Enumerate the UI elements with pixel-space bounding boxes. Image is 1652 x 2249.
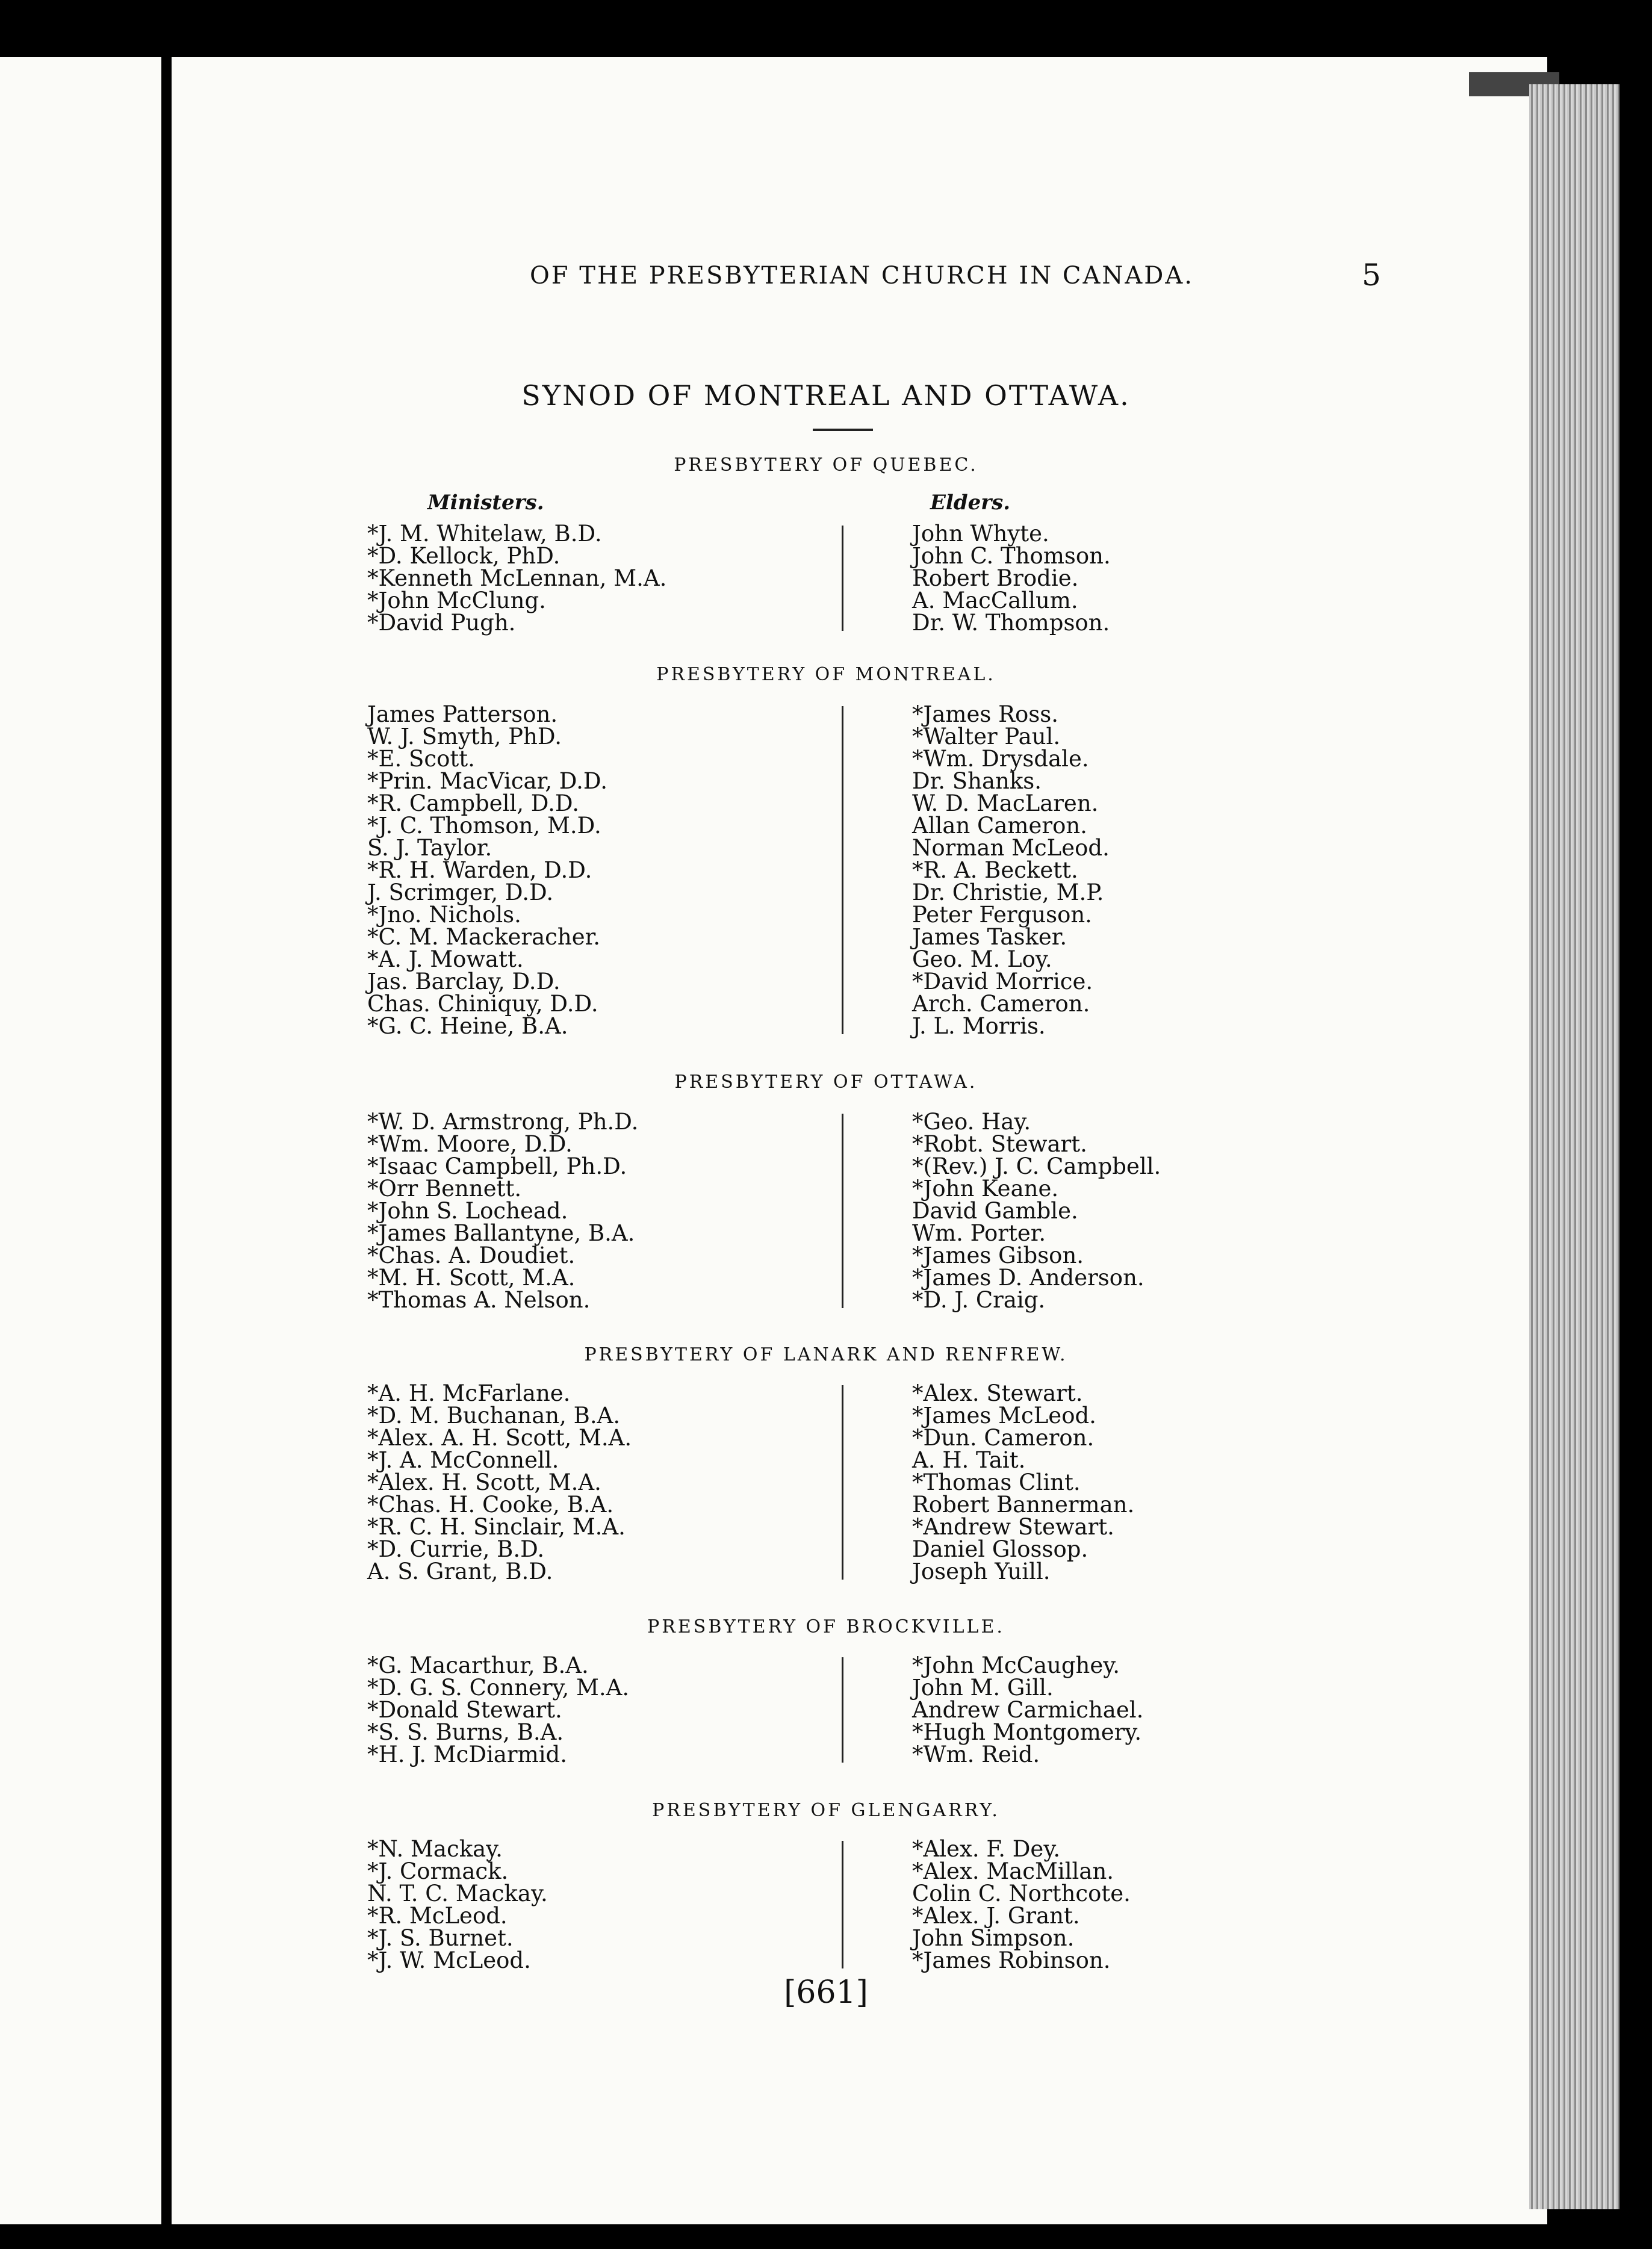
elder-entry: John C. Thomson. [912, 543, 1111, 569]
minister-entry: *G. Macarthur, B.A. [367, 1652, 589, 1678]
minister-entry: *James Ballantyne, B.A. [367, 1220, 635, 1246]
elder-entry: *D. J. Craig. [912, 1287, 1046, 1313]
elder-entry: Geo. M. Loy. [912, 946, 1052, 972]
minister-entry: *N. Mackay. [367, 1836, 503, 1862]
elder-entry: Robert Brodie. [912, 565, 1079, 591]
column-divider [842, 1114, 843, 1308]
minister-entry: *D. Currie, B.D. [367, 1536, 545, 1562]
elders-list-quebec [912, 523, 1111, 634]
elder-entry: *Alex. Stewart. [912, 1380, 1083, 1406]
minister-entry: S. J. Taylor. [367, 835, 492, 861]
elder-entry: *(Rev.) J. C. Campbell. [912, 1153, 1161, 1179]
synod-title: SYNOD OF MONTREAL AND OTTAWA. [521, 379, 1131, 412]
minister-entry: *D. M. Buchanan, B.A. [367, 1403, 621, 1429]
minister-entry: James Patterson. [367, 701, 558, 727]
elder-entry: *Walter Paul. [912, 724, 1061, 749]
elders-list-montreal [912, 703, 1110, 1037]
presbytery-title-montreal: PRESBYTERY OF MONTREAL. [656, 664, 996, 685]
elders-heading: Elders. [930, 491, 1011, 515]
elder-entry: David Gamble. [912, 1198, 1078, 1224]
minister-entry: *R. H. Warden, D.D. [367, 857, 592, 883]
minister-entry: *M. H. Scott, M.A. [367, 1265, 576, 1291]
minister-entry: *Orr Bennett. [367, 1176, 522, 1202]
minister-entry: *G. C. Heine, B.A. [367, 1013, 568, 1039]
ministers-list-glengarry [367, 1838, 548, 1971]
elder-entry: *John McCaughey. [912, 1652, 1120, 1678]
elder-entry: *Alex. MacMillan. [912, 1858, 1114, 1884]
elder-entry: Andrew Carmichael. [912, 1697, 1144, 1723]
elder-entry: *Wm. Drysdale. [912, 746, 1089, 772]
elder-entry: Peter Ferguson. [912, 902, 1092, 928]
elder-entry: Allan Cameron. [912, 813, 1087, 839]
minister-entry: *R. McLeod. [367, 1903, 508, 1929]
elder-entry: John Simpson. [912, 1925, 1075, 1951]
ministers-list-lanark-and-renfrew [367, 1382, 632, 1583]
elder-entry: W. D. MacLaren. [912, 790, 1099, 816]
minister-entry: *Jno. Nichols. [367, 902, 521, 928]
elder-entry: *R. A. Beckett. [912, 857, 1078, 883]
minister-entry: *Alex. H. Scott, M.A. [367, 1469, 601, 1495]
elder-entry: *Andrew Stewart. [912, 1514, 1114, 1540]
minister-entry: *R. C. H. Sinclair, M.A. [367, 1514, 626, 1540]
minister-entry: W. J. Smyth, PhD. [367, 724, 562, 749]
column-divider [842, 1841, 843, 1968]
elder-entry: *Wm. Reid. [912, 1742, 1040, 1767]
elder-entry: James Tasker. [912, 924, 1067, 950]
elder-entry: A. H. Tait. [912, 1447, 1026, 1473]
minister-entry: Jas. Barclay, D.D. [367, 969, 560, 994]
elder-entry: *Thomas Clint. [912, 1469, 1081, 1495]
elders-list-glengarry [912, 1838, 1131, 1971]
elder-entry: *David Morrice. [912, 969, 1093, 994]
elder-entry: Robert Bannerman. [912, 1492, 1135, 1518]
elder-entry: *James Ross. [912, 701, 1058, 727]
minister-entry: *D. Kellock, PhD. [367, 543, 560, 569]
presbytery-title-lanark-and-renfrew: PRESBYTERY OF LANARK AND RENFREW. [584, 1344, 1068, 1365]
ministers-list-montreal [367, 703, 607, 1037]
elder-entry: Norman McLeod. [912, 835, 1110, 861]
minister-entry: *H. J. McDiarmid. [367, 1742, 567, 1767]
minister-entry: *Kenneth McLennan, M.A. [367, 565, 667, 591]
minister-entry: *R. Campbell, D.D. [367, 790, 580, 816]
elder-entry: Dr. Christie, M.P. [912, 879, 1104, 905]
elder-entry: A. MacCallum. [912, 588, 1078, 613]
title-rule [813, 429, 873, 431]
minister-entry: *J. Cormack. [367, 1858, 509, 1884]
elder-entry: Dr. W. Thompson. [912, 610, 1110, 636]
presbytery-title-glengarry: PRESBYTERY OF GLENGARRY. [652, 1800, 1000, 1821]
elders-list-ottawa [912, 1111, 1161, 1311]
elder-entry: *James Robinson. [912, 1947, 1111, 1973]
minister-entry: *W. D. Armstrong, Ph.D. [367, 1109, 639, 1135]
presbytery-title-ottawa: PRESBYTERY OF OTTAWA. [674, 1072, 978, 1093]
elder-entry: Colin C. Northcote. [912, 1881, 1131, 1906]
minister-entry: *Alex. A. H. Scott, M.A. [367, 1425, 632, 1451]
minister-entry: *Wm. Moore, D.D. [367, 1131, 573, 1157]
elders-list-brockville [912, 1654, 1143, 1766]
minister-entry: *J. M. Whitelaw, B.D. [367, 521, 602, 547]
minister-entry: *Chas. H. Cooke, B.A. [367, 1492, 614, 1518]
minister-entry: *A. H. McFarlane. [367, 1380, 571, 1406]
minister-entry: *David Pugh. [367, 610, 516, 636]
elder-entry: *Dun. Cameron. [912, 1425, 1095, 1451]
minister-entry: *J. W. McLeod. [367, 1947, 531, 1973]
minister-entry: *J. C. Thomson, M.D. [367, 813, 601, 839]
minister-entry: *John McClung. [367, 588, 546, 613]
minister-entry: *Donald Stewart. [367, 1697, 562, 1723]
presbytery-title-brockville: PRESBYTERY OF BROCKVILLE. [647, 1616, 1005, 1637]
elder-entry: John Whyte. [912, 521, 1049, 547]
minister-entry: *Thomas A. Nelson. [367, 1287, 591, 1313]
ministers-list-quebec [367, 523, 666, 634]
running-header: OF THE PRESBYTERIAN CHURCH IN CANADA. [530, 262, 1194, 290]
elders-list-lanark-and-renfrew [912, 1382, 1134, 1583]
elder-entry: *James Gibson. [912, 1242, 1084, 1268]
column-divider [842, 526, 843, 631]
minister-entry: *John S. Lochead. [367, 1198, 568, 1224]
minister-entry: *Prin. MacVicar, D.D. [367, 768, 607, 794]
minister-entry: *A. J. Mowatt. [367, 946, 524, 972]
ministers-list-brockville [367, 1654, 629, 1766]
minister-entry: *D. G. S. Connery, M.A. [367, 1675, 630, 1701]
minister-entry: A. S. Grant, B.D. [367, 1559, 553, 1584]
presbytery-title-quebec: PRESBYTERY OF QUEBEC. [674, 454, 978, 476]
elder-entry: *James McLeod. [912, 1403, 1096, 1429]
elder-entry: Joseph Yuill. [912, 1559, 1051, 1584]
elder-entry: Dr. Shanks. [912, 768, 1042, 794]
elder-entry: *Alex. F. Dey. [912, 1836, 1061, 1862]
minister-entry: *Isaac Campbell, Ph.D. [367, 1153, 627, 1179]
elder-entry: *Hugh Montgomery. [912, 1719, 1142, 1745]
elder-entry: Daniel Glossop. [912, 1536, 1088, 1562]
elder-entry: John M. Gill. [912, 1675, 1054, 1701]
ministers-heading: Ministers. [427, 491, 544, 515]
elder-entry: J. L. Morris. [912, 1013, 1046, 1039]
elder-entry: *John Keane. [912, 1176, 1059, 1202]
elder-entry: Wm. Porter. [912, 1220, 1046, 1246]
ministers-list-ottawa [367, 1111, 638, 1311]
elder-entry: *James D. Anderson. [912, 1265, 1144, 1291]
minister-entry: *J. A. McConnell. [367, 1447, 559, 1473]
column-divider [842, 1385, 843, 1580]
folio-number: [661] [784, 1974, 868, 2011]
page-number: 5 [1362, 258, 1381, 293]
minister-entry: *E. Scott. [367, 746, 475, 772]
minister-entry: J. Scrimger, D.D. [367, 879, 554, 905]
elder-entry: Arch. Cameron. [912, 991, 1090, 1017]
minister-entry: *Chas. A. Doudiet. [367, 1242, 576, 1268]
column-divider [842, 706, 843, 1034]
minister-entry: Chas. Chiniquy, D.D. [367, 991, 598, 1017]
minister-entry: *J. S. Burnet. [367, 1925, 514, 1951]
elder-entry: *Geo. Hay. [912, 1109, 1031, 1135]
elder-entry: *Robt. Stewart. [912, 1131, 1087, 1157]
elder-entry: *Alex. J. Grant. [912, 1903, 1080, 1929]
minister-entry: N. T. C. Mackay. [367, 1881, 548, 1906]
column-divider [842, 1657, 843, 1763]
minister-entry: *C. M. Mackeracher. [367, 924, 600, 950]
minister-entry: *S. S. Burns, B.A. [367, 1719, 564, 1745]
